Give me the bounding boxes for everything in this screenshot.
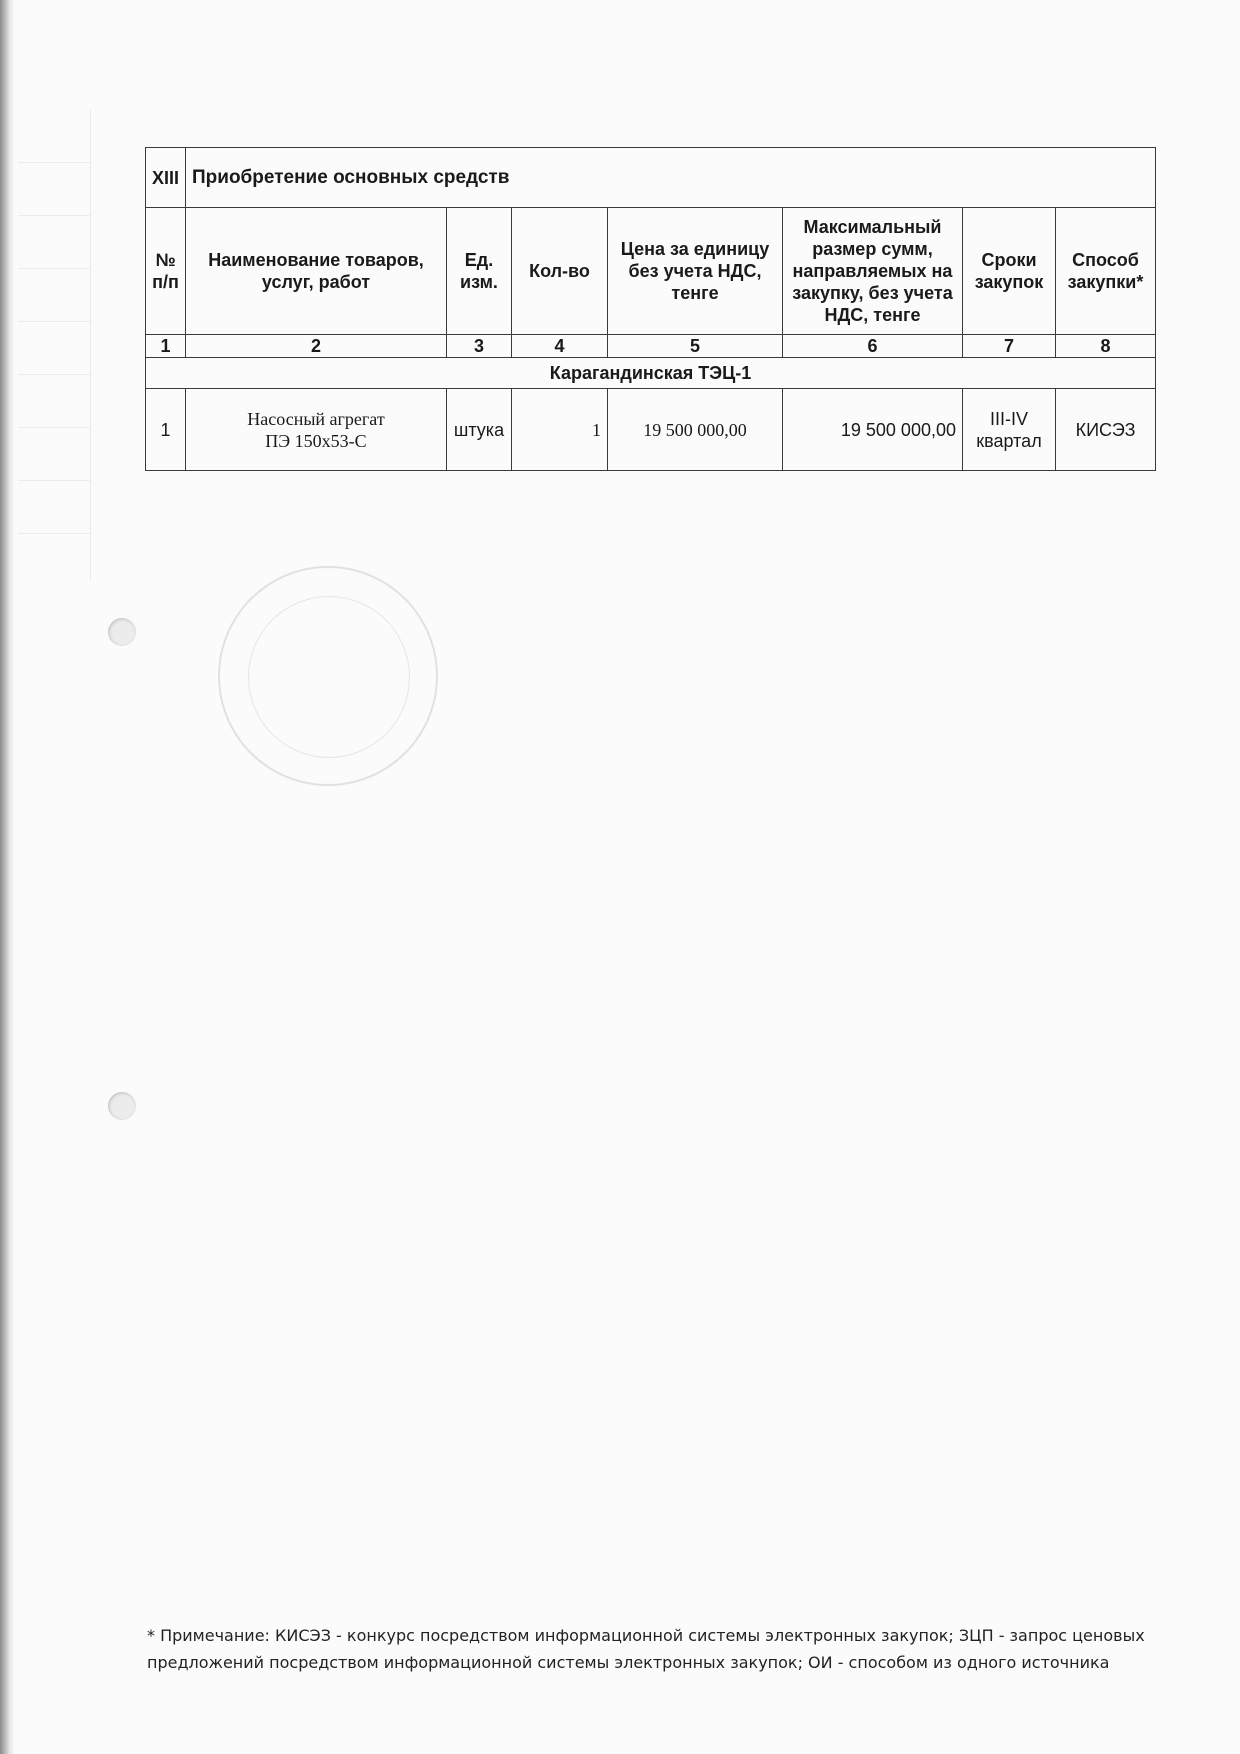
header-max-sum: Максимальный размер сумм, направляемых на закупку, без учета НДС, тенге <box>783 208 963 335</box>
section-title: Приобретение основных средств <box>186 148 1156 208</box>
column-number: 8 <box>1056 335 1156 358</box>
column-number: 6 <box>783 335 963 358</box>
item-period <box>963 389 1056 471</box>
header-method: Способ закупки* <box>1056 208 1156 335</box>
item-quantity: 1 <box>512 389 608 471</box>
item-name-line-1: Насосный агрегат <box>247 408 385 429</box>
bleed-through-strip <box>18 110 91 580</box>
item-unit: штука <box>447 389 512 471</box>
column-number-row <box>146 335 1156 358</box>
section-row <box>146 148 1156 208</box>
procurement-table <box>145 147 1156 471</box>
header-unit: Ед. изм. <box>447 208 512 335</box>
section-number: XIII <box>146 148 186 208</box>
column-number: 4 <box>512 335 608 358</box>
column-number: 1 <box>146 335 186 358</box>
group-row <box>146 358 1156 389</box>
header-unit-price: Цена за единицу без учета НДС, тенге <box>608 208 783 335</box>
punch-hole-bottom <box>108 1092 136 1120</box>
item-period-line-2: квартал <box>976 430 1042 451</box>
column-number: 7 <box>963 335 1056 358</box>
column-number: 2 <box>186 335 447 358</box>
item-name <box>186 389 447 471</box>
item-name-line-2: ПЭ 150х53-С <box>265 430 367 451</box>
header-name: Наименование товаров, услуг, работ <box>186 208 447 335</box>
column-number: 3 <box>447 335 512 358</box>
stamp-bleed-through <box>218 566 438 786</box>
header-quantity: Кол-во <box>512 208 608 335</box>
item-period-line-1: III-IV <box>989 408 1028 429</box>
scan-left-edge <box>0 0 14 1754</box>
footnote: * Примечание: КИСЭЗ - конкурс посредством информационной системы электронных закупок; ЗЦП - запрос ценовых предложений посредством информационной системы электронных закупок; ОИ - способом из одного источника <box>147 1626 1145 1672</box>
header-period: Сроки закупок <box>963 208 1056 335</box>
header-row <box>146 208 1156 335</box>
column-number: 5 <box>608 335 783 358</box>
punch-hole-top <box>108 618 136 646</box>
item-method: КИСЭЗ <box>1056 389 1156 471</box>
item-unit-price: 19 500 000,00 <box>608 389 783 471</box>
table-row <box>146 389 1156 471</box>
item-number: 1 <box>146 389 186 471</box>
item-max-sum: 19 500 000,00 <box>783 389 963 471</box>
group-title: Карагандинская ТЭЦ-1 <box>146 358 1156 389</box>
header-number: № п/п <box>146 208 186 335</box>
